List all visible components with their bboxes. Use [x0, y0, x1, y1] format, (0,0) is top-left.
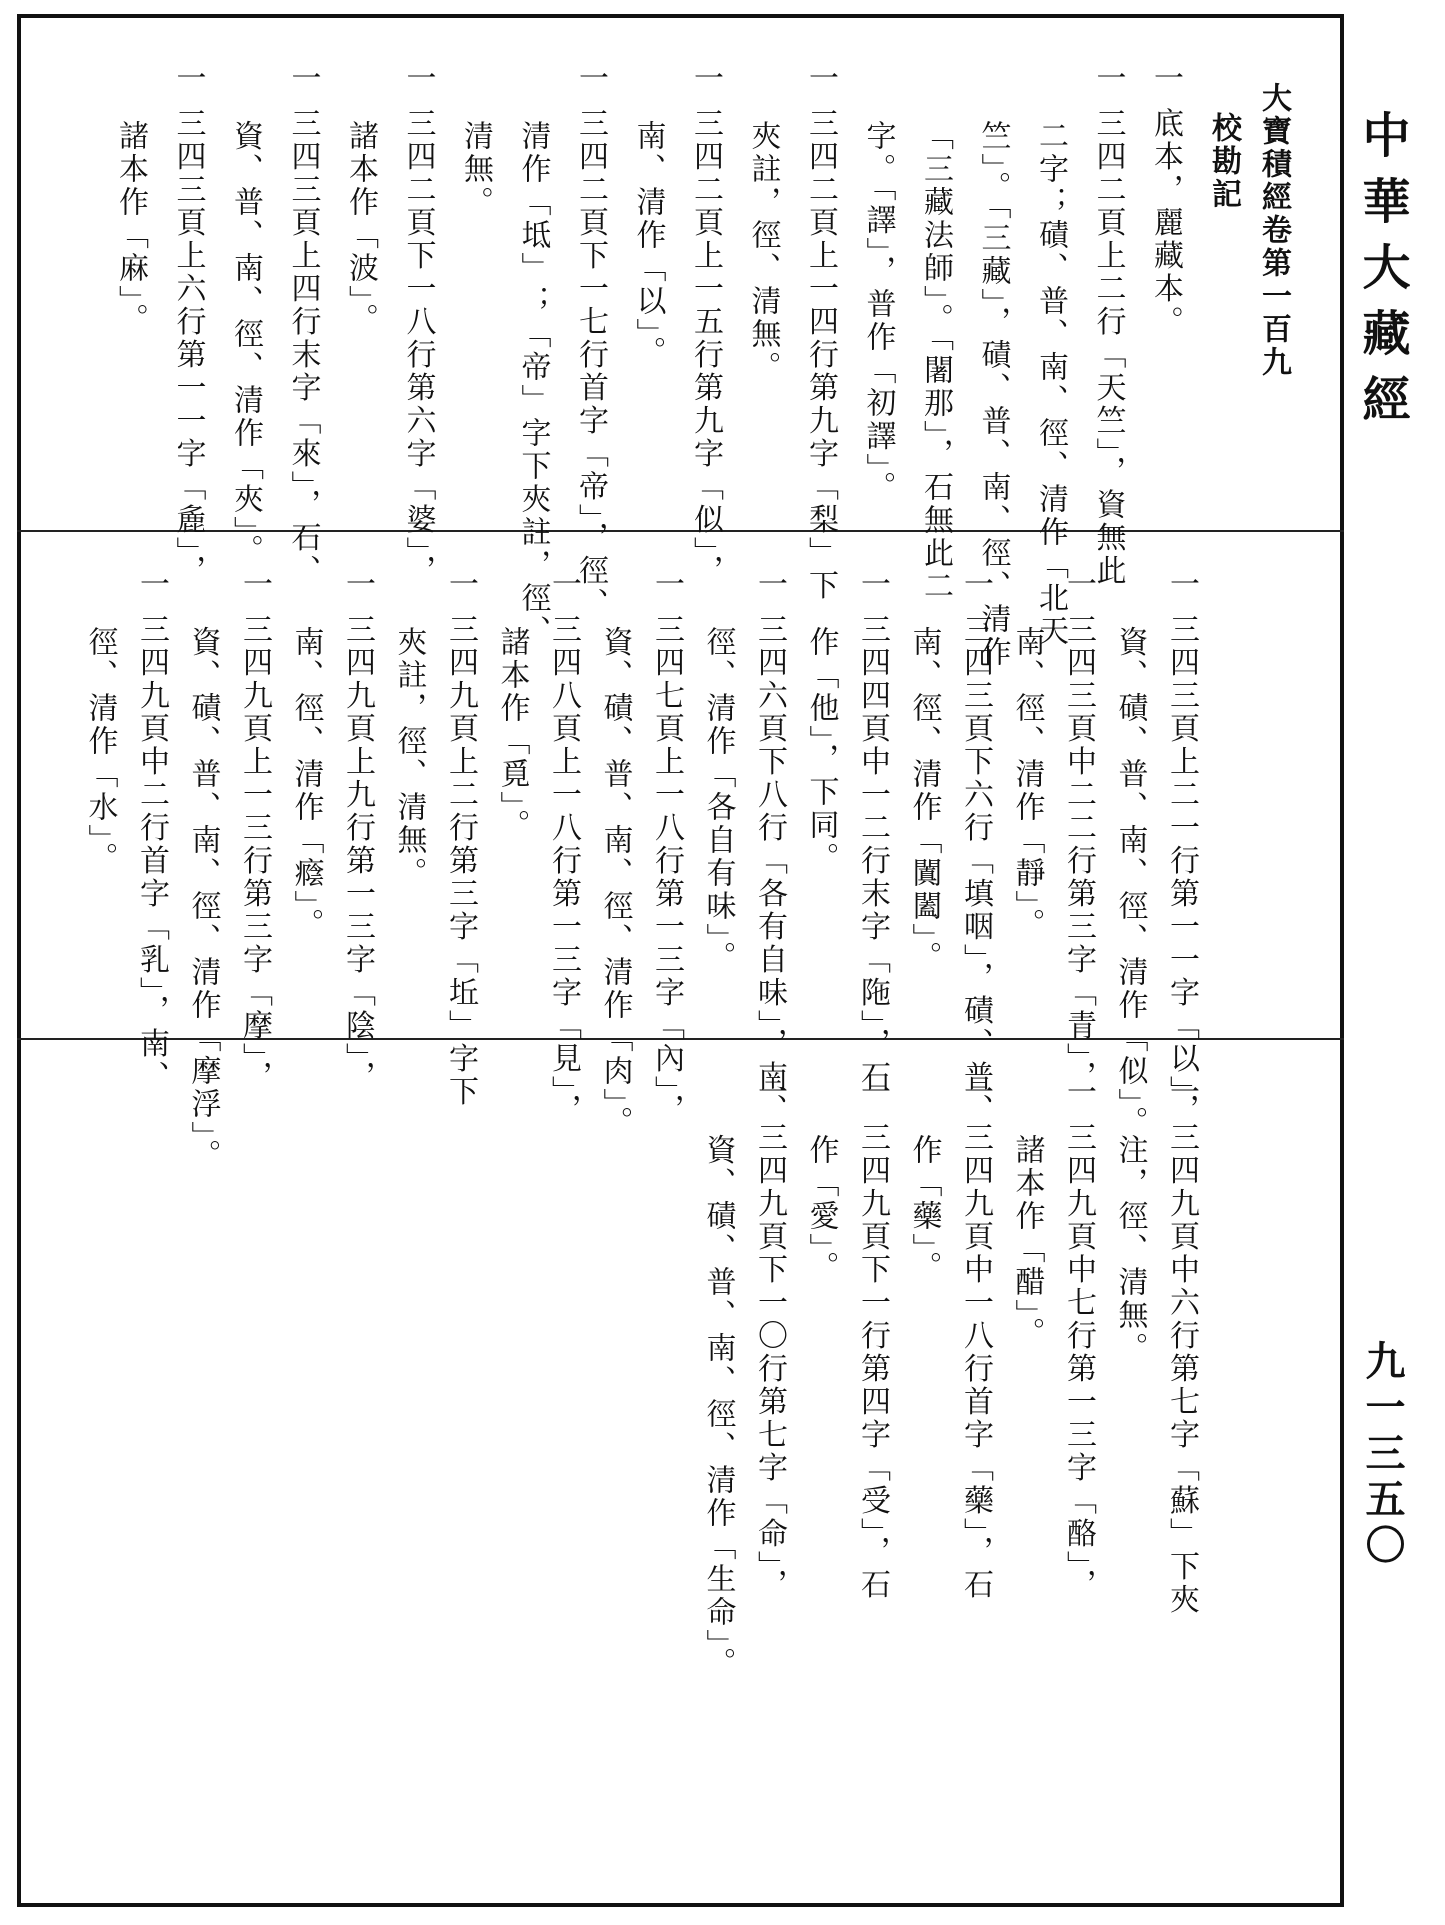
- note-line: 清作「坻」；「帝」字下夾註，徑、: [515, 120, 551, 648]
- section-divider: [17, 530, 1344, 532]
- note-line: 一 三四九頁下一〇行第七字「命」，: [752, 1076, 787, 1602]
- note-line: 作「藥」。: [906, 1134, 942, 1284]
- note-line: 資、普、南、徑、清作「夾」。: [228, 120, 263, 567]
- note-line: 一 三四三頁上四行末字「來」，石、: [285, 62, 321, 588]
- note-line: 一 三四八頁上一八行第一三字「見」，: [546, 568, 581, 1127]
- note-line: 諸本作「覓」。: [494, 626, 530, 842]
- note-line: 一 三四二頁下一八行第六字「婆」，: [400, 62, 436, 588]
- note-line: 南、徑、清作「癊」。: [288, 626, 324, 941]
- note-line: 諸本作「醋」。: [1009, 1134, 1045, 1350]
- note-line: 清無。: [458, 120, 493, 219]
- note-line: 一 底本，麗藏本。: [1148, 62, 1183, 339]
- note-line: 注，徑、清無。: [1112, 1134, 1148, 1365]
- note-line: 南、清作「以」。: [630, 120, 666, 369]
- note-line: 資、磧、普、南、徑、清作「摩浮」。: [185, 626, 221, 1172]
- note-line: 一 三四九頁上一三行第三字「摩」，: [237, 568, 272, 1094]
- note-line: 一 三四七頁上一八行第一三字「內」，: [649, 568, 684, 1127]
- doc-subtitle: 校勘記: [1206, 112, 1241, 211]
- note-line: 一 三四二頁上二行「天竺」，資無此: [1090, 62, 1126, 588]
- note-line: 作「他」，下同。: [803, 626, 839, 875]
- note-line: 竺」。「三藏」，磧、普、南、徑、清作: [975, 120, 1011, 669]
- note-line: 夾註，徑、清無。: [391, 626, 427, 890]
- note-line: 「三藏法師」。「闍那」，石無此二: [918, 120, 953, 603]
- note-line: 一 三四三頁中二二行第三字「青」，: [1061, 568, 1096, 1094]
- note-line: 一 三四二頁上一四行第九字「梨」下: [803, 62, 838, 603]
- note-line: 一 三四三頁上二一行第一一字「以」，: [1164, 568, 1199, 1127]
- note-line: 一 三四四頁中一二行末字「陁」，石: [855, 568, 890, 1094]
- note-line: 資、磧、普、南、徑、清作「生命」。: [700, 1134, 736, 1680]
- note-line: 資、磧、普、南、徑、清作「似」。: [1112, 626, 1148, 1139]
- note-line: 二字；磧、普、南、徑、清作「北天: [1033, 120, 1068, 648]
- note-line: 一 三四九頁中二行首字「乳」，南、: [134, 568, 169, 1094]
- note-line: 徑、清作「各自有味」。: [700, 626, 736, 974]
- page-number: 九一三五〇: [1359, 1340, 1406, 1570]
- note-line: 諸本作「麻」。: [113, 120, 148, 336]
- note-line: 諸本作「波」。: [343, 120, 378, 336]
- note-line: 一 三四二頁下一七行首字「帝」，徑、: [573, 62, 608, 621]
- note-line: 字。「譯」，普作「初譯」。: [860, 120, 896, 504]
- note-line: 資、磧、普、南、徑、清作「肉」。: [597, 626, 633, 1139]
- note-line: 一 三四九頁上二行第三字「坵」字下: [443, 568, 478, 1109]
- note-line: 作「愛」。: [803, 1134, 839, 1284]
- note-line: 一 三四九頁中一八行首字「藥」，石: [958, 1076, 993, 1602]
- note-line: 南、徑、清作「闐闔」。: [906, 626, 942, 974]
- note-line: 一 三四三頁上六行第一一字「麁」，: [170, 62, 206, 588]
- note-line: 一 三四六頁下八行「各有自味」，南、: [752, 568, 787, 1127]
- note-line: 一 三四三頁下六行「填咽」，磧、普、: [958, 568, 993, 1127]
- note-line: 一 三四九頁中七行第一三字「酪」，: [1061, 1076, 1096, 1602]
- note-line: 一 三四九頁上九行第一三字「陰」，: [340, 568, 375, 1094]
- note-line: 南、徑、清作「靜」。: [1009, 626, 1045, 941]
- note-line: 一 三四二頁上一五行第九字「似」，: [688, 62, 723, 588]
- note-line: 一 三四九頁中六行第七字「蘇」下夾: [1164, 1076, 1199, 1617]
- side-title: 中華大藏經: [1354, 110, 1410, 440]
- note-line: 徑、清作「水」。: [82, 626, 118, 875]
- doc-title: 大寶積經卷第一百九: [1256, 82, 1291, 379]
- note-line: 夾註，徑、清無。: [745, 120, 781, 384]
- note-line: 一 三四九頁下一行第四字「受」，石: [855, 1076, 890, 1602]
